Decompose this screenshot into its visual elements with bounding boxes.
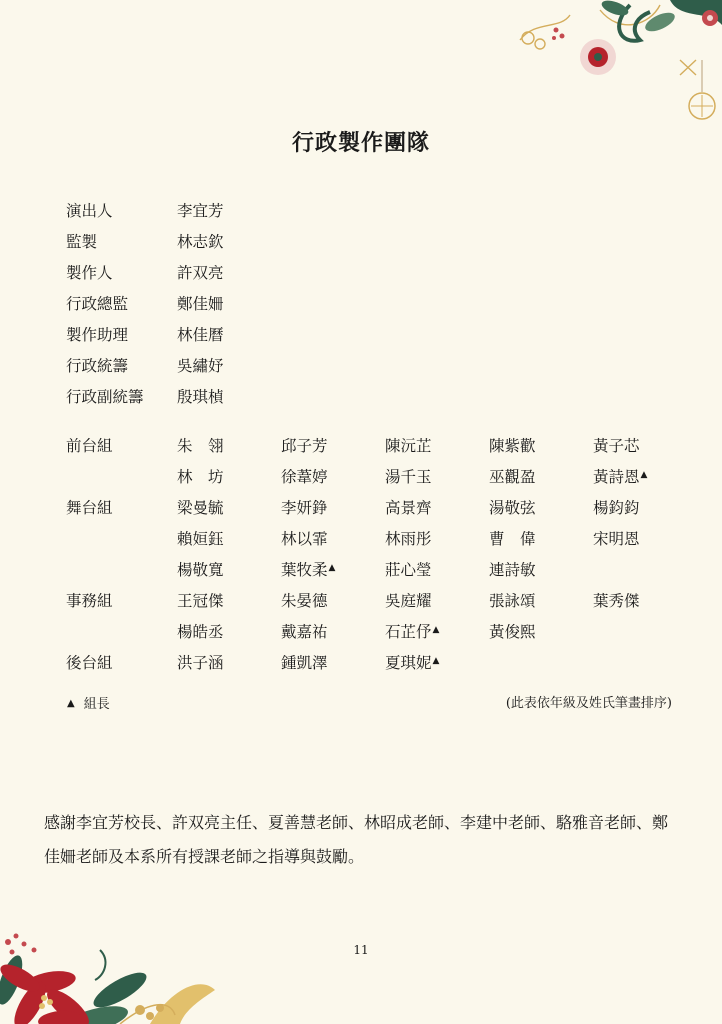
- team-member-name: 楊敬寬: [177, 560, 224, 579]
- staff-name: 林佳曆: [177, 325, 224, 344]
- floral-decoration-top-right: [510, 0, 722, 130]
- staff-name: 李宜芳: [177, 201, 224, 220]
- team-member-name: 林雨彤: [385, 529, 432, 548]
- team-member-name: 黃詩恩▲: [593, 467, 648, 486]
- team-row: [66, 460, 697, 491]
- team-member-name: 林以霏: [281, 529, 328, 548]
- team-member-name: 張詠頌: [489, 591, 536, 610]
- team-member-name: 邱子芳: [281, 436, 328, 455]
- team-member-name: 李妍錚: [281, 498, 328, 517]
- team-member-name: 宋明恩: [593, 529, 640, 548]
- staff-row: [66, 225, 224, 256]
- team-member-name: 楊皓丞: [177, 622, 224, 641]
- team-group-label: 前台組: [66, 436, 113, 455]
- legend: [66, 693, 110, 712]
- legend-label: 組長: [83, 697, 110, 712]
- team-row: [66, 429, 697, 460]
- staff-role: 行政統籌: [66, 356, 129, 375]
- leader-triangle-icon: ▲: [67, 698, 75, 709]
- team-row: [66, 491, 697, 522]
- team-member-name: 王冠傑: [177, 591, 224, 610]
- team-member-name: 夏琪妮▲: [385, 653, 440, 672]
- team-member-name: 朱晏德: [281, 591, 328, 610]
- team-member-name: 徐葦婷: [281, 467, 328, 486]
- team-group-label: 事務組: [66, 591, 113, 610]
- page-number: 11: [353, 943, 369, 957]
- staff-row: [66, 194, 224, 225]
- leader-triangle-icon: ▲: [328, 562, 336, 573]
- team-row: [66, 646, 697, 677]
- staff-row: [66, 318, 224, 349]
- team-member-name: 高景齊: [385, 498, 432, 517]
- staff-role: 行政總監: [66, 294, 129, 313]
- team-member-name: 楊鈞鈞: [593, 498, 640, 517]
- staff-role: 製作助理: [66, 325, 129, 344]
- staff-list: [66, 194, 224, 411]
- team-member-name: 莊心瑩: [385, 560, 432, 579]
- team-member-name: 葉秀傑: [593, 591, 640, 610]
- team-member-name: 巫觀盈: [489, 467, 536, 486]
- team-group-label: 舞台組: [66, 498, 113, 517]
- leader-triangle-icon: ▲: [640, 469, 648, 480]
- team-member-name: 湯敬弦: [489, 498, 536, 517]
- staff-role: 演出人: [66, 201, 113, 220]
- team-row: [66, 584, 697, 615]
- leader-triangle-icon: ▲: [432, 624, 440, 635]
- team-member-name: 賴姮鈺: [177, 529, 224, 548]
- team-member-name: 連詩敏: [489, 560, 536, 579]
- team-member-name: 黃俊熙: [489, 622, 536, 641]
- staff-name: 鄭佳姍: [177, 294, 224, 313]
- team-member-name: 葉牧柔▲: [281, 560, 336, 579]
- staff-role: 行政副統籌: [66, 387, 144, 406]
- staff-row: [66, 380, 224, 411]
- team-row: [66, 615, 697, 646]
- page-title: 行政製作團隊: [291, 130, 430, 156]
- staff-name: 吳繡妤: [177, 356, 224, 375]
- team-table: [66, 429, 697, 677]
- team-member-name: 陳沅芷: [385, 436, 432, 455]
- staff-name: 殷琪楨: [177, 387, 224, 406]
- team-member-name: 陳紫歡: [489, 436, 536, 455]
- staff-row: [66, 256, 224, 287]
- acknowledgement-paragraph: 感謝李宜芳校長、許双亮主任、夏善慧老師、林昭成老師、李建中老師、駱雅音老師、鄭佳姍老師及本系所有授課老師之指導與鼓勵。: [44, 813, 669, 866]
- team-member-name: 洪子涵: [177, 653, 224, 672]
- staff-name: 許双亮: [177, 263, 224, 282]
- team-member-name: 朱 翎: [177, 436, 224, 455]
- team-member-name: 湯千玉: [385, 467, 432, 486]
- team-member-name: 黃子芯: [593, 436, 640, 455]
- team-member-name: 曹 偉: [489, 529, 536, 548]
- team-row: [66, 553, 697, 584]
- team-row: [66, 522, 697, 553]
- staff-row: [66, 349, 224, 380]
- staff-role: 製作人: [66, 263, 113, 282]
- leader-triangle-icon: ▲: [432, 655, 440, 666]
- poinsettia-decoration-bottom-left: [0, 920, 230, 1024]
- team-member-name: 石芷伃▲: [385, 622, 440, 641]
- sort-order-note: (此表依年級及姓氏筆畫排序): [505, 696, 672, 711]
- staff-role: 監製: [66, 232, 98, 251]
- team-group-label: 後台組: [66, 653, 113, 672]
- team-member-name: 吳庭耀: [385, 591, 432, 610]
- team-member-name: 鍾凱澤: [281, 653, 328, 672]
- team-member-name: 戴嘉祐: [281, 622, 328, 641]
- staff-row: [66, 287, 224, 318]
- team-member-name: 梁曼毓: [177, 498, 224, 517]
- staff-name: 林志欽: [177, 232, 224, 251]
- team-member-name: 林 坊: [177, 467, 224, 486]
